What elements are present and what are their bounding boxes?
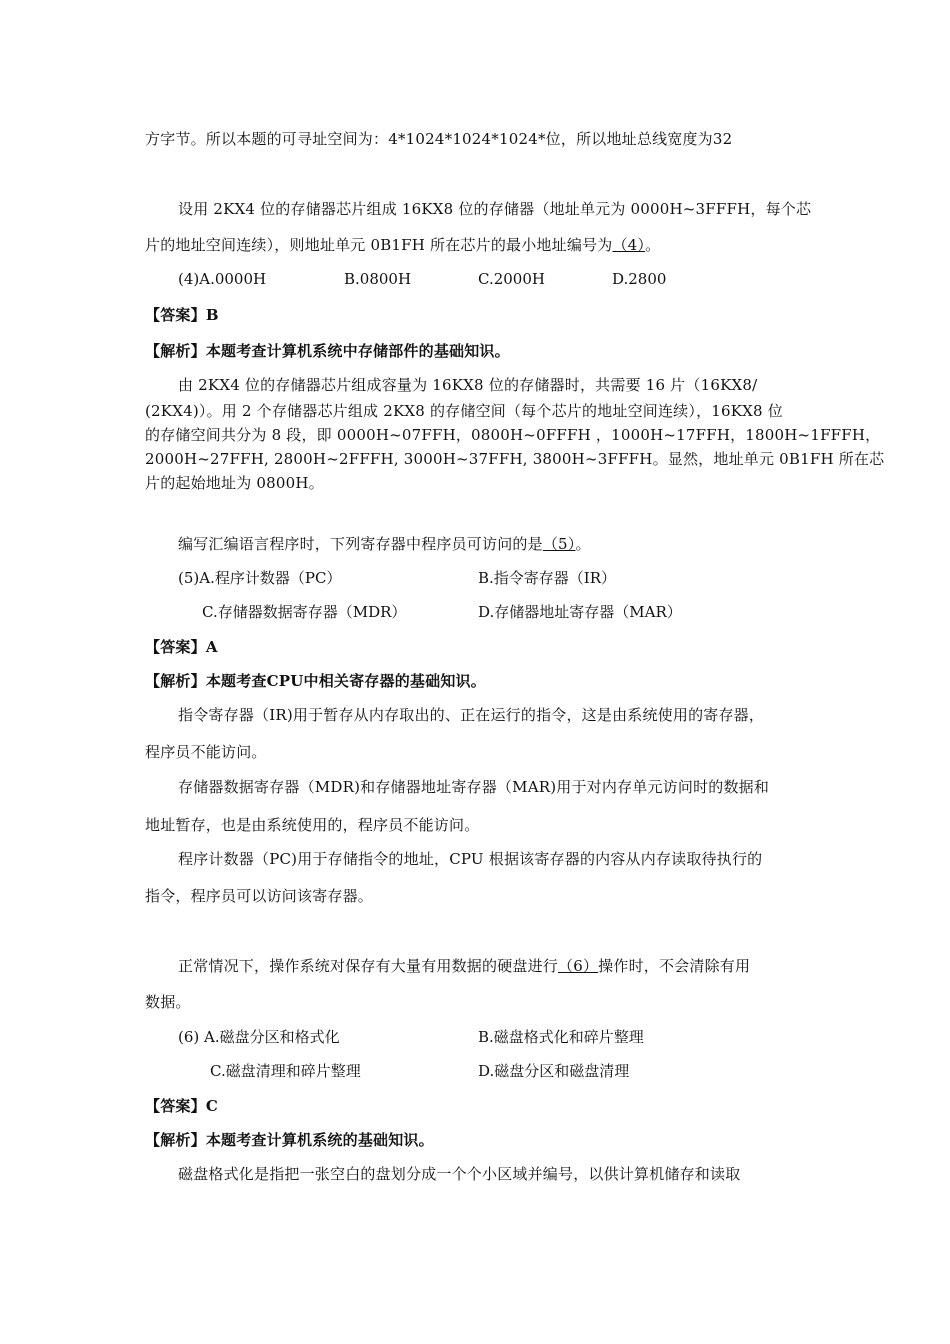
q6-analysis-line1: 磁盘格式化是指把一张空白的盘划分成一个个小区域并编号，以供计算机储存和读取 [178, 1165, 741, 1183]
q6-stem-line2: 数据。 [145, 993, 191, 1011]
q6-answer-label: 【答案】 [145, 1097, 206, 1115]
q5-answer-label: 【答案】 [145, 638, 206, 656]
q5-analysis-para2-line1: 存储器数据寄存器（MDR)和存储器地址寄存器（MAR)用于对内存单元访问时的数据和 [178, 778, 770, 796]
q6-analysis-label: 【解析】 [145, 1131, 206, 1149]
q4-analysis-line: 2000H~27FFH, 2800H~2FFFH, 3000H~37FFH, 3800H~3FFFH。显然，地址单元 0B1FH 所在芯 [145, 450, 885, 468]
q4-analysis-line: 由 2KX4 位的存储器芯片组成容量为 16KX8 位的存储器时，共需要 16 片（16KX8/ [178, 376, 758, 394]
q5-analysis-para1-line2: 程序员不能访问。 [145, 743, 267, 761]
q4-blank: （4） [612, 236, 646, 254]
q5-option-d: D.存储器地址寄存器（MAR） [478, 603, 682, 621]
q5-option-a: (5)A.程序计数器（PC） [178, 569, 342, 587]
q4-analysis-heading [145, 340, 510, 361]
q5-analysis-para2-line2: 地址暂存，也是由系统使用的，程序员不能访问。 [145, 816, 480, 834]
q6-answer-value: C [205, 1097, 218, 1115]
q4-stem-line1: 设用 2KX4 位的存储器芯片组成 16KX8 位的存储器（地址单元为 0000H~3FFFH，每个芯 [178, 200, 812, 218]
q4-option-b: B.0800H [344, 270, 412, 288]
q6-option-b: B.磁盘格式化和碎片整理 [478, 1028, 644, 1046]
q5-analysis-heading [145, 670, 486, 691]
q5-stem-end: 。 [575, 535, 591, 553]
q4-analysis-line: 片的起始地址为 0800H。 [145, 474, 324, 492]
q4-stem-text: 片的地址空间连续），则地址单元 0B1FH 所在芯片的最小地址编号为 [145, 236, 613, 254]
q6-stem-tail: 操作时，不会清除有用 [598, 957, 751, 975]
q4-answer-value: B [205, 306, 219, 324]
intro-line: 方字节。所以本题的可寻址空间为：4*1024*1024*1024*位，所以地址总线宽度为32 [145, 130, 733, 148]
q4-answer [145, 304, 219, 325]
q5-analysis-para3-line1: 程序计数器（PC)用于存储指令的地址，CPU 根据该寄存器的内容从内存读取待执行的 [178, 850, 763, 868]
q6-analysis-title: 本题考查计算机系统的基础知识。 [205, 1131, 434, 1149]
q6-stem-text: 正常情况下，操作系统对保存有大量有用数据的硬盘进行 [178, 957, 559, 975]
q5-analysis-title: 本题考查CPU中相关寄存器的基础知识。 [205, 672, 486, 690]
q5-stem [178, 533, 591, 554]
q4-stem-line2 [145, 234, 660, 255]
q6-option-d: D.磁盘分区和磁盘清理 [478, 1062, 630, 1080]
q4-option-a: (4)A.0000H [178, 270, 267, 288]
q5-answer [145, 636, 218, 657]
q5-stem-text: 编写汇编语言程序时，下列寄存器中程序员可访问的是 [178, 535, 543, 553]
q6-option-a: (6) A.磁盘分区和格式化 [178, 1028, 340, 1046]
q6-blank: （6） [558, 957, 599, 975]
q6-stem-line1 [178, 955, 750, 976]
q6-analysis-heading [145, 1129, 434, 1150]
q5-option-c: C.存储器数据寄存器（MDR） [202, 603, 407, 621]
q6-answer [145, 1095, 218, 1116]
q5-answer-value: A [205, 638, 218, 656]
q6-option-c: C.磁盘清理和碎片整理 [210, 1062, 361, 1080]
q4-stem-end: 。 [645, 236, 661, 254]
q5-blank: （5） [542, 535, 576, 553]
q5-analysis-para1-line1: 指令寄存器（IR)用于暂存从内存取出的、正在运行的指令，这是由系统使用的寄存器， [178, 706, 765, 724]
q4-analysis-line: (2KX4)）。用 2 个存储器芯片组成 2KX8 的存储空间（每个芯片的地址空间连续），16KX8 位 [145, 402, 783, 420]
q4-analysis-line: 的存储空间共分为 8 段，即 0000H~07FFH，0800H~0FFFH ，1000H~17FFH，1800H~1FFFH， [145, 426, 881, 444]
q5-option-b: B.指令寄存器（IR） [478, 569, 617, 587]
q4-answer-label: 【答案】 [145, 306, 206, 324]
q4-analysis-title: 本题考查计算机系统中存储部件的基础知识。 [205, 342, 510, 360]
q4-option-c: C.2000H [478, 270, 545, 288]
q5-analysis-para3-line2: 指令，程序员可以访问该寄存器。 [145, 887, 374, 905]
q4-option-d: D.2800 [612, 270, 667, 288]
q5-analysis-label: 【解析】 [145, 672, 206, 690]
q4-analysis-label: 【解析】 [145, 342, 206, 360]
